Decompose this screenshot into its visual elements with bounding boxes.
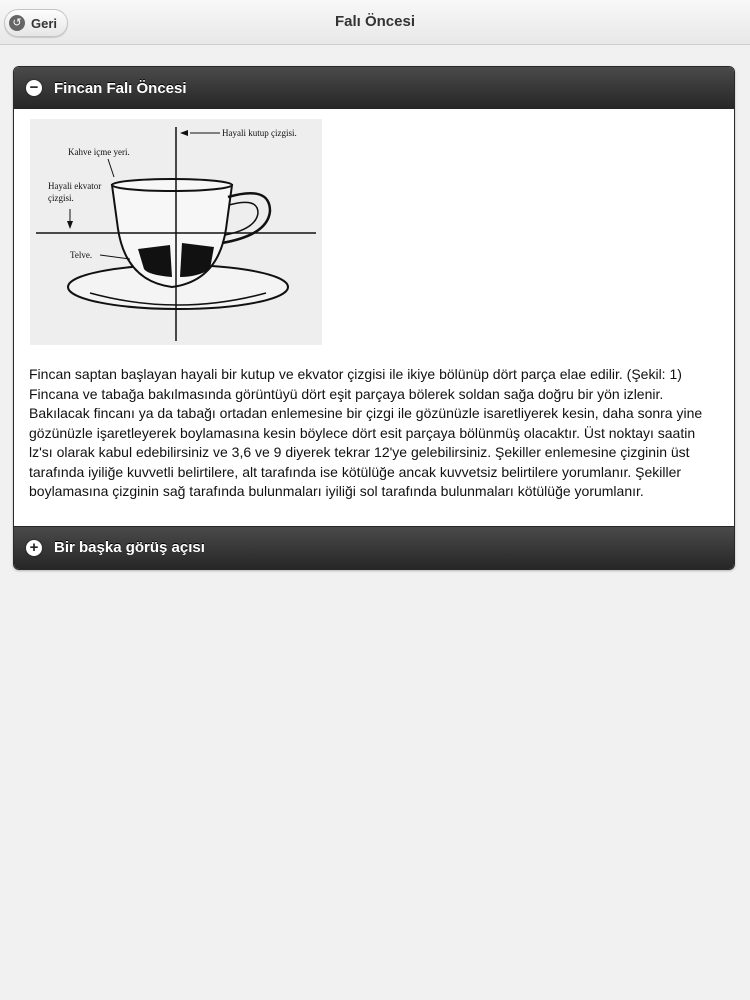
- equator-line-label: Hayali ekvator: [48, 181, 102, 191]
- section-fincan-fali-oncesi: [13, 66, 735, 527]
- equator-line-label-2: çizgisi.: [48, 193, 74, 203]
- accordion: [13, 66, 735, 570]
- drink-spot-label: Kahve içme yeri.: [68, 147, 130, 157]
- back-button-label: Geri: [31, 15, 58, 31]
- coffee-cup-diagram: [30, 119, 322, 345]
- grounds-label: Telve.: [70, 250, 93, 260]
- page-title: Falı Öncesi: [334, 13, 416, 30]
- section-header-bir-baska-gorus-acisi[interactable]: [14, 527, 734, 569]
- navigation-bar: [0, 0, 750, 45]
- plus-icon: +: [26, 540, 42, 556]
- minus-icon: −: [26, 80, 42, 96]
- section-description: Fincan saptan başlayan hayali bir kutup ve ekvator çizgisi ile ikiye bölünüp dört parça elae edilir. (Şekil: 1) Fincana ve tabağa bakılmasında görüntüyü dört eşit parçaya bölerek soldan sağa doğru bir yön izlenir. Bakılacak fincanı ya da tabağı ortadan enlemesine bir çizgi ile gözünüzle isaretliyerek kesin, daha sonra yine gözünüzle işaretleyerek boylamasına kesin böylece dört esit parçaya bölünmüş olacaktır. Üst noktayı saatin lz'sı olarak kabul edebilirsiniz ve 3,6 ve 9 diyerek tekrar 12'ye gelebilirsiniz. Şekiller enlemesine çizginin üst tarafında iyiliğe kuvvetli belirtilere, alt tarafında ise kötülüğe ancak kuvvetsiz belirtilere yorumlanır. Şekiller boylamasına çizginin sağ tarafında bulunmaları iyiliği sol tarafında bulunmaları kötülüğe yorumlanır.: [29, 366, 703, 499]
- section-title: Fincan Falı Öncesi: [54, 79, 187, 97]
- section-header-fincan-fali-oncesi[interactable]: [14, 67, 734, 109]
- section-title: Bir başka görüş açısı: [54, 539, 205, 556]
- section-body: [14, 109, 734, 526]
- back-arrow-icon: ↺: [9, 15, 25, 31]
- pole-line-label: Hayali kutup çizgisi.: [222, 128, 297, 138]
- section-bir-baska-gorus-acisi: [13, 527, 735, 570]
